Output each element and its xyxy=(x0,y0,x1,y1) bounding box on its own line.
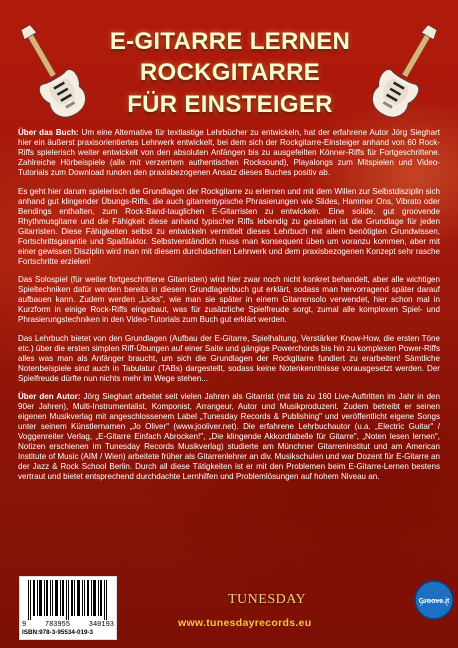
isbn-number: ISBN:978-3-95534-019-3 xyxy=(22,629,94,636)
barcode-digit-group: 340193 xyxy=(88,621,114,629)
publisher-url: www.tunesdayrecords.eu xyxy=(178,617,312,629)
groove-it-badge-icon xyxy=(412,578,456,622)
title-line-2: ROCKGITARRE xyxy=(139,59,321,86)
about-author-heading: Über den Autor: xyxy=(18,392,81,401)
approach-paragraph: Es geht hier darum spielerisch die Grundlagen der Rockgitarre zu erlernen und mit dem Willen zur Selbstdisziplin sich anhand gut klingender Übungs-Riffs, die auch gitarrentypische Phrasierungen wie Slides, Hammer Ons, Vibrato oder Bendings enthalten, zum Rock-Band-tauglichen E-Gitarristen zu entwickeln. Eine solide, gut groovende Rhythmusgitarre und die Fähigkeit diese anhand typischer Riffs lebendig zu gestalten ist die Grundlage für jeden Gitarristen. Diese Fähigkeiten selbst zu entwickeln vermittelt dieses Lehrbuch mit allem benötigten Grundwissen, Fortschrittsgarantie und Spaßfaktor. Selbstverständlich muss man konsequent üben um voranzu kommen, aber mit einer gewissen Disziplin wird man mit diesem durchdachten Lehrwerk und dem praxisbezogenen Konzept sehr rasche Fortschritte erzielen! xyxy=(18,186,440,266)
contents-paragraph: Das Lehrbuch bietet von den Grundlagen (Aufbau der E-Gitarre, Spielhaltung, Verstärker Know-How, die ersten Töne etc.) über die ersten simplen Riff-Übungen auf einer Saite und gängige Powerchords bis hin zu komplexen Power-Riffs alles was man als Anfänger braucht, um sich die Grundlagen der Rockgitarre fundiert zu erarbeiten! Sämtliche Notenbeispiele sind auch in Tabulatur (TABs) dargestellt, sodass keine Notenkenntnisse vorausgesetzt werden. Der Spielfreude dürfte nun nichts mehr im Wege stehen... xyxy=(18,333,440,383)
barcode-bars xyxy=(26,580,110,620)
about-book-paragraph xyxy=(18,128,440,178)
barcode-digit-group: 783955 xyxy=(44,621,71,629)
title-line-1: E-GITARRE LERNEN xyxy=(109,28,351,55)
title-line-3: FÜR EINSTEIGER xyxy=(127,91,333,118)
publisher-logo: TUNESDAY xyxy=(228,592,307,607)
about-author-paragraph xyxy=(18,392,440,482)
about-book-heading: Über das Buch: xyxy=(18,128,79,137)
about-book-text: Um eine Alternative für textlastige Lehrbücher zu entwickeln, hat der erfahrene Autor Jörg Sieghart hier ein äußerst praxisorientiertes Lehrwerk entwickelt, bei dem sich der Rockgitarre-Einsteiger anhand von 60 Rock-Riffs spielerisch weiter entwickelt von den absoluten Anfängen bis zu ausgefeilten Könner-Riffs für Fortgeschrittene. Zahlreiche Hörbeispiele (alle mit verzerrtem authentischen Rocksound), Playalongs zum Mitspielen und Video-Tutorials zum Download runden den praxisbezogenen Ansatz dieses Buches positiv ab. xyxy=(18,128,440,177)
barcode xyxy=(19,576,117,640)
barcode-digit-group: 9 xyxy=(22,621,27,629)
blurb-text xyxy=(18,128,440,491)
barcode-digits xyxy=(22,621,114,629)
groove-it-label: Groove it xyxy=(418,598,450,605)
about-author-text: Jörg Sieghart arbeitet seit vielen Jahren als Gitarrist (mit bis zu 160 Live-Auftritten im Jahr in den 90er Jahren), Multi-Instrumentalist, Komponist, Arrangeur, Autor und Musikproduzent. Zudem betreibt er seinen eigenen Musikverlag mit angeschlossenem Label „Tunesday Records & Publishing" und veröffentlicht eigene Songs unter seinem Künstlernamen „Jo Oliver" (www.jooliver.net). Die erfahrene Lehrbuchautor (u.a. „Electric Guitar" / Voggenreiter Verlag, „E-Gitarre Einfach Abrocken!", „Die klingende Akkordtabelle für Gitarre", „Noten lesen lernen", Notizen erschienen im Tunesday Records Musikverlag) studierte am Münchner Gitarreninstitut und am American Institute of Music (AIM / Wien) arbeitete früher als Gitarrenlehrer an div. Musikschulen und war Dozent für E-Gitarre an der Jazz & Rock School Berlin. Durch all diese Tätigkeiten ist er mit den Problemen beim E-Gitarre-Lernen bestens vertraut und bietet entsprechend durchdachte Lernhilfen und Problemlösungen auf hohem Niveau an. xyxy=(18,392,440,481)
solo-paragraph: Das Solospiel (für weiter fortgeschrittene Gitarristen) wird hier zwar noch nicht konkret behandelt, aber alle wichtigen Spieltechniken dafür werden bereits in diesem Grundlagenbuch gut erklärt, sodass man hervorragend später darauf aufbauen kann. Zudem werden „Licks", wie man sie später in einem Gitarrensolo verwendet, hier schon mal in Kurzform in einige Rock-Riffs eingebaut, was für zusätzliche Spielfreude sorgt, zumal alle komplexen Spiel- und Phrasierungstechniken in den Video-Tutorials zum Buch gut erklärt werden. xyxy=(18,275,440,324)
